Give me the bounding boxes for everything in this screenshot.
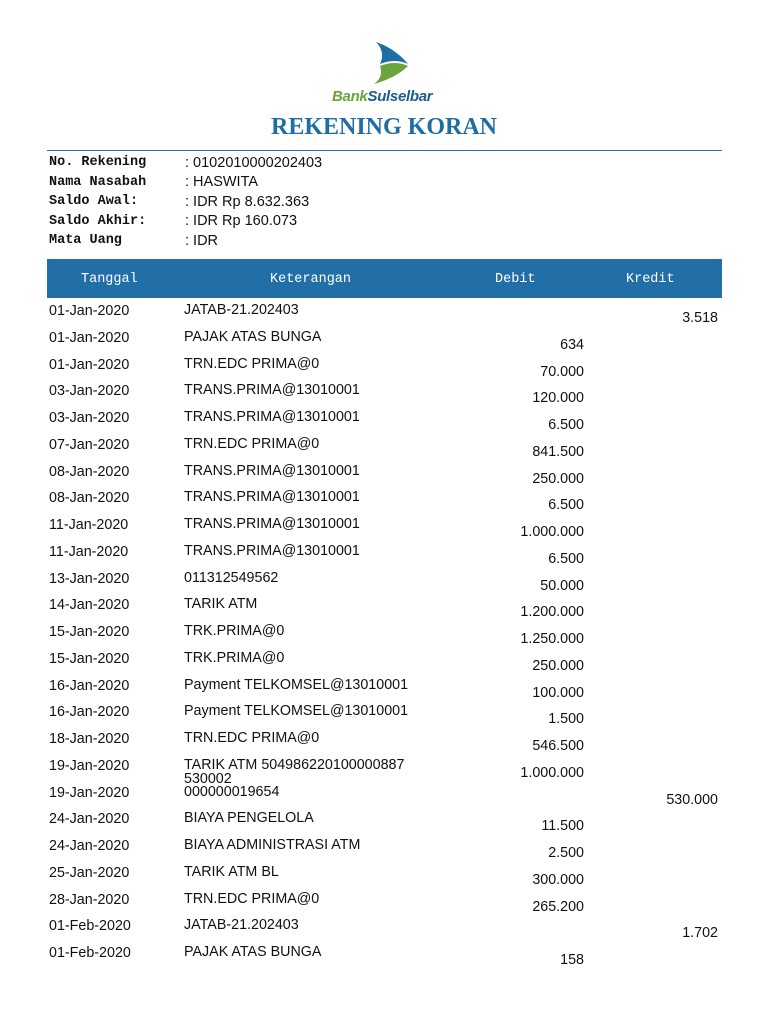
col-header-date: Tanggal (81, 272, 138, 287)
account-info-value: : HASWITA (185, 174, 259, 191)
account-info-row (49, 192, 322, 212)
cell-date: 01-Feb-2020 (49, 918, 131, 935)
cell-debit: 1.000.000 (520, 524, 584, 540)
cell-desc: TARIK ATM BL (184, 863, 279, 880)
cell-date: 16-Jan-2020 (49, 704, 130, 721)
cell-debit: 6.500 (548, 497, 584, 514)
cell-date: 11-Jan-2020 (49, 517, 129, 533)
cell-debit: 1.000.000 (520, 764, 584, 781)
cell-date: 16-Jan-2020 (49, 677, 130, 694)
cell-desc: TRK.PRIMA@0 (184, 623, 285, 639)
table-row (47, 942, 722, 969)
cell-debit: 841.500 (532, 443, 584, 460)
account-info-row (49, 212, 322, 232)
cell-debit: 1.250.000 (520, 631, 584, 647)
cell-desc: TRANS.PRIMA@13010001 (184, 462, 360, 479)
cell-date: 08-Jan-2020 (49, 463, 130, 480)
cell-date: 18-Jan-2020 (49, 731, 130, 747)
cell-desc: Payment TELKOMSEL@13010001 (184, 676, 409, 693)
cell-kredit: 530.000 (666, 791, 718, 808)
cell-desc: 000000019654 (184, 783, 280, 800)
logo-text-bank: Bank (332, 88, 368, 105)
cell-desc: JATAB-21.202403 (184, 302, 299, 318)
cell-date: 13-Jan-2020 (49, 570, 130, 587)
cell-debit: 2.500 (548, 845, 584, 861)
cell-desc: BIAYA PENGELOLA (184, 810, 314, 827)
cell-debit: 6.500 (548, 417, 584, 433)
table-row (47, 594, 722, 621)
col-header-debit: Debit (495, 272, 536, 287)
sail-logo-icon (370, 40, 410, 88)
transaction-table (47, 300, 722, 969)
logo-text-sulselbar: Sulselbar (367, 88, 433, 105)
cell-date: 01-Jan-2020 (49, 356, 130, 373)
cell-debit: 265.200 (532, 898, 584, 915)
cell-date: 19-Jan-2020 (49, 757, 130, 774)
account-info-value: : 0102010000202403 (185, 154, 323, 171)
table-row (47, 701, 722, 728)
account-info-label: Mata Uang (49, 233, 122, 249)
cell-date: 15-Jan-2020 (49, 624, 130, 640)
cell-debit: 100.000 (532, 684, 584, 701)
cell-debit: 546.500 (532, 738, 584, 754)
cell-date: 14-Jan-2020 (49, 597, 130, 614)
cell-date: 19-Jan-2020 (49, 784, 130, 801)
cell-date: 25-Jan-2020 (49, 864, 130, 881)
cell-date: 01-Feb-2020 (49, 945, 131, 961)
cell-debit: 6.500 (548, 550, 584, 567)
cell-kredit: 1.702 (682, 925, 718, 942)
table-row (47, 327, 722, 354)
cell-desc: TRK.PRIMA@0 (184, 649, 285, 666)
cell-desc: Payment TELKOMSEL@13010001 (184, 703, 409, 720)
table-row (47, 675, 722, 702)
cell-date: 03-Jan-2020 (49, 383, 130, 400)
cell-desc: TRANS.PRIMA@13010001 (184, 409, 360, 425)
table-row (47, 915, 722, 942)
cell-date: 24-Jan-2020 (49, 838, 130, 854)
page-title: REKENING KORAN (270, 114, 498, 140)
cell-kredit: 3.518 (682, 310, 718, 326)
cell-date: 28-Jan-2020 (49, 891, 130, 908)
table-row (47, 728, 722, 755)
table-row (47, 380, 722, 407)
account-info-row (49, 153, 322, 173)
cell-desc: JATAB-21.202403 (184, 917, 299, 934)
cell-desc: TRANS.PRIMA@13010001 (184, 542, 360, 559)
table-row (47, 889, 722, 916)
account-info-value: : IDR (185, 232, 219, 249)
cell-desc: TRANS.PRIMA@13010001 (184, 516, 360, 532)
cell-debit: 50.000 (540, 577, 584, 594)
table-header (47, 259, 722, 298)
cell-desc: TRN.EDC PRIMA@0 (184, 435, 320, 452)
account-info-label: Saldo Awal: (49, 194, 139, 210)
table-row (47, 300, 722, 327)
col-header-desc: Keterangan (270, 272, 352, 287)
table-row (47, 835, 722, 862)
cell-date: 08-Jan-2020 (49, 490, 130, 507)
cell-date: 01-Jan-2020 (49, 329, 130, 346)
account-info-row (49, 173, 322, 193)
table-row (47, 808, 722, 835)
cell-date: 11-Jan-2020 (49, 543, 129, 560)
table-row (47, 782, 722, 809)
cell-debit: 1.500 (548, 711, 584, 728)
table-row (47, 568, 722, 595)
cell-desc: TRN.EDC PRIMA@0 (184, 355, 320, 372)
cell-debit: 250.000 (532, 470, 584, 487)
account-info-row (49, 231, 322, 251)
title-divider (47, 150, 722, 151)
table-row (47, 621, 722, 648)
cell-date: 07-Jan-2020 (49, 436, 130, 453)
logo-wordmark (332, 88, 432, 105)
cell-desc: PAJAK ATAS BUNGA (184, 328, 322, 345)
table-row (47, 407, 722, 434)
cell-date: 01-Jan-2020 (49, 303, 130, 319)
cell-debit: 1.200.000 (520, 604, 584, 621)
table-row (47, 862, 722, 889)
col-header-kredit: Kredit (626, 272, 675, 287)
table-row (47, 648, 722, 675)
cell-debit: 11.500 (541, 818, 584, 835)
cell-date: 24-Jan-2020 (49, 811, 130, 828)
cell-desc: 011312549562 (184, 569, 279, 586)
cell-date: 15-Jan-2020 (49, 650, 130, 667)
cell-desc: TARIK ATM (184, 596, 258, 613)
table-row (47, 434, 722, 461)
cell-desc: BIAYA ADMINISTRASI ATM (184, 837, 361, 853)
cell-desc: TRN.EDC PRIMA@0 (184, 890, 320, 907)
cell-desc: TRN.EDC PRIMA@0 (184, 730, 320, 746)
cell-desc: TARIK ATM 504986220100000887 530002 (184, 756, 405, 787)
account-info (49, 153, 322, 251)
table-row (47, 541, 722, 568)
cell-desc: TRANS.PRIMA@13010001 (184, 382, 360, 399)
account-info-value: : IDR Rp 160.073 (185, 213, 298, 230)
cell-debit: 300.000 (532, 871, 584, 888)
cell-debit: 634 (560, 336, 584, 353)
cell-debit: 250.000 (532, 657, 584, 674)
cell-date: 03-Jan-2020 (49, 410, 130, 426)
cell-debit: 70.000 (540, 363, 584, 380)
cell-desc: TRANS.PRIMA@13010001 (184, 489, 360, 506)
cell-desc: PAJAK ATAS BUNGA (184, 944, 322, 960)
cell-debit: 158 (560, 952, 584, 968)
account-info-value: : IDR Rp 8.632.363 (185, 193, 310, 210)
cell-debit: 120.000 (532, 390, 584, 407)
account-info-label: Nama Nasabah (49, 174, 147, 190)
table-row (47, 461, 722, 488)
table-row (47, 514, 722, 541)
table-row (47, 354, 722, 381)
account-info-label: No. Rekening (49, 155, 147, 171)
bank-logo (330, 40, 440, 106)
table-row (47, 755, 722, 787)
table-row (47, 487, 722, 514)
account-info-label: Saldo Akhir: (49, 213, 147, 229)
